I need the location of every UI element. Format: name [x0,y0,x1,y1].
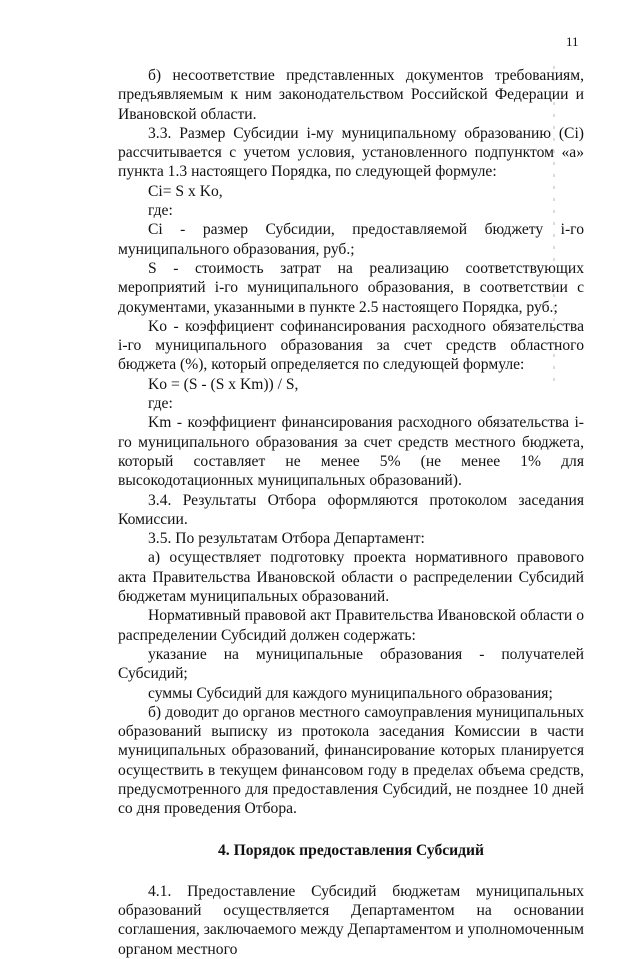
paragraph-p1: б) несоответствие представленных документов требованиям, предъявляемым к ним законодательством Российской Федерации и Ивановской области. [118,67,584,123]
document-body [118,66,584,959]
section-heading: 4. Порядок предоставления Субсидий [217,841,485,859]
where-label: где: [148,202,173,220]
paragraph-p6: S - стоимость затрат на реализацию соответствующих мероприятий i-го муниципального образования, в соответствии с документами, указанными в пункте 2.5 настоящего Порядка, руб.; [118,259,584,316]
paragraph-p12: 3.5. По результатам Отбора Департамент: [148,530,425,548]
paragraph-p10: Km - коэффициент финансирования расходного обязательства i-го муниципального образования за счет средств местного бюджета, который составляет не менее 5% (не менее 1% для высокодотационных муниципальных образований). [118,414,584,490]
page-number: 11 [566,34,579,49]
formula-ko: Ko = (S - (S x Km)) / S, [148,375,299,393]
where-label-2: где: [148,395,173,413]
paragraph-p2: 3.3. Размер Субсидии i-му муниципальному образованию (Ci) рассчитывается с учетом условия, установленного подпунктом «а» пункта 1.3 настоящего Порядка, по следующей формуле: [118,124,584,181]
formula-ci: Ci= S x Ko, [148,182,223,200]
paragraph-p13: а) осуществляет подготовку проекта нормативного правового акта Правительства Ивановской области о распределении Субсидий бюджетам муниципальных образований. [118,549,584,606]
paragraph-p5: Ci - размер Субсидии, предоставляемой бюджету i-го муниципального образования, руб.; [118,221,584,258]
scan-margin-mark [553,66,555,386]
paragraph-p14: Нормативный правовой акт Правительства Ивановской области о распределении Субсидий должен содержать: [118,607,584,644]
paragraph-p7: Ko - коэффициент софинансирования расходного обязательства i-го муниципального образования за счет средств областного бюджета (%), который определяется по следующей формуле: [118,317,584,374]
paragraph-p17: б) доводит до органов местного самоуправления муниципальных образований выписку из протокола заседания Комиссии в части муниципальных образований, финансирование которых планируется осуществить в текущем финансовом году в пределах объема средств, предусмотренного для предоставления Субсидий, не позднее 10 дней со дня проведения Отбора. [118,703,584,818]
paragraph-p15: указание на муниципальные образования - получателей Субсидий; [118,645,584,683]
paragraph-4-1: 4.1. Предоставление Субсидий бюджетам муниципальных образований осуществляется Департаментом на основании соглашения, заключаемого между Департаментом и уполномоченным органом местного [118,882,584,958]
paragraph-p11: 3.4. Результаты Отбора оформляются протоколом заседания Комиссии. [118,491,584,528]
paragraph-p16: суммы Субсидий для каждого муниципального образования; [148,684,553,702]
